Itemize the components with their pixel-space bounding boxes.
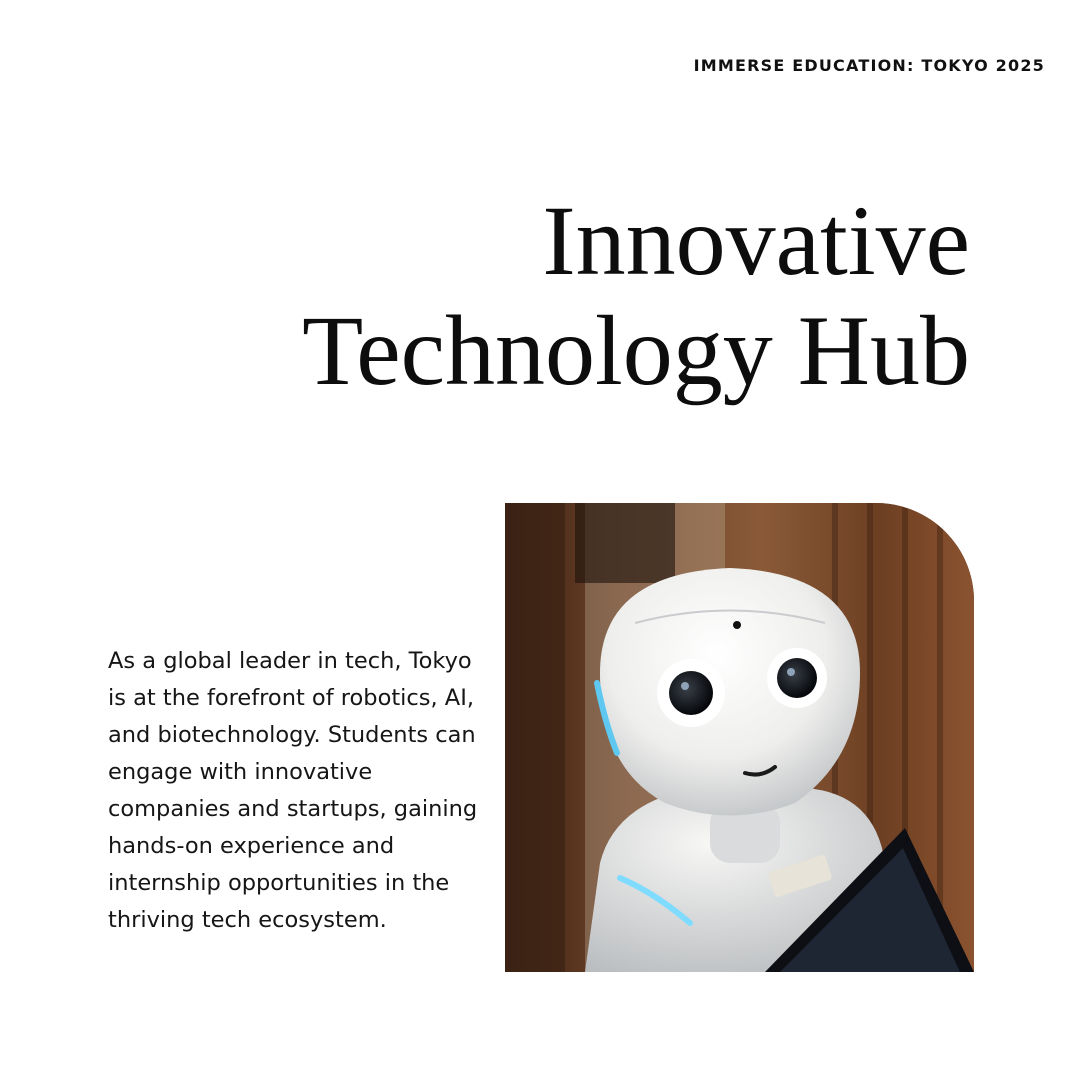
page-title [70, 186, 970, 406]
title-line-2: Technology Hub [302, 295, 970, 406]
description-paragraph: As a global leader in tech, Tokyo is at the forefront of robotics, AI, and biotechnology. Students can engage with innovative companies and startups, gaining hands-on experience and internship opportunities in the thriving tech ecosystem. [108, 648, 478, 933]
title-line-1: Innovative [542, 185, 970, 296]
robot-photo [505, 503, 974, 972]
brand-header: IMMERSE EDUCATION: TOKYO 2025 [693, 56, 1045, 75]
robot-illustration [505, 503, 974, 972]
